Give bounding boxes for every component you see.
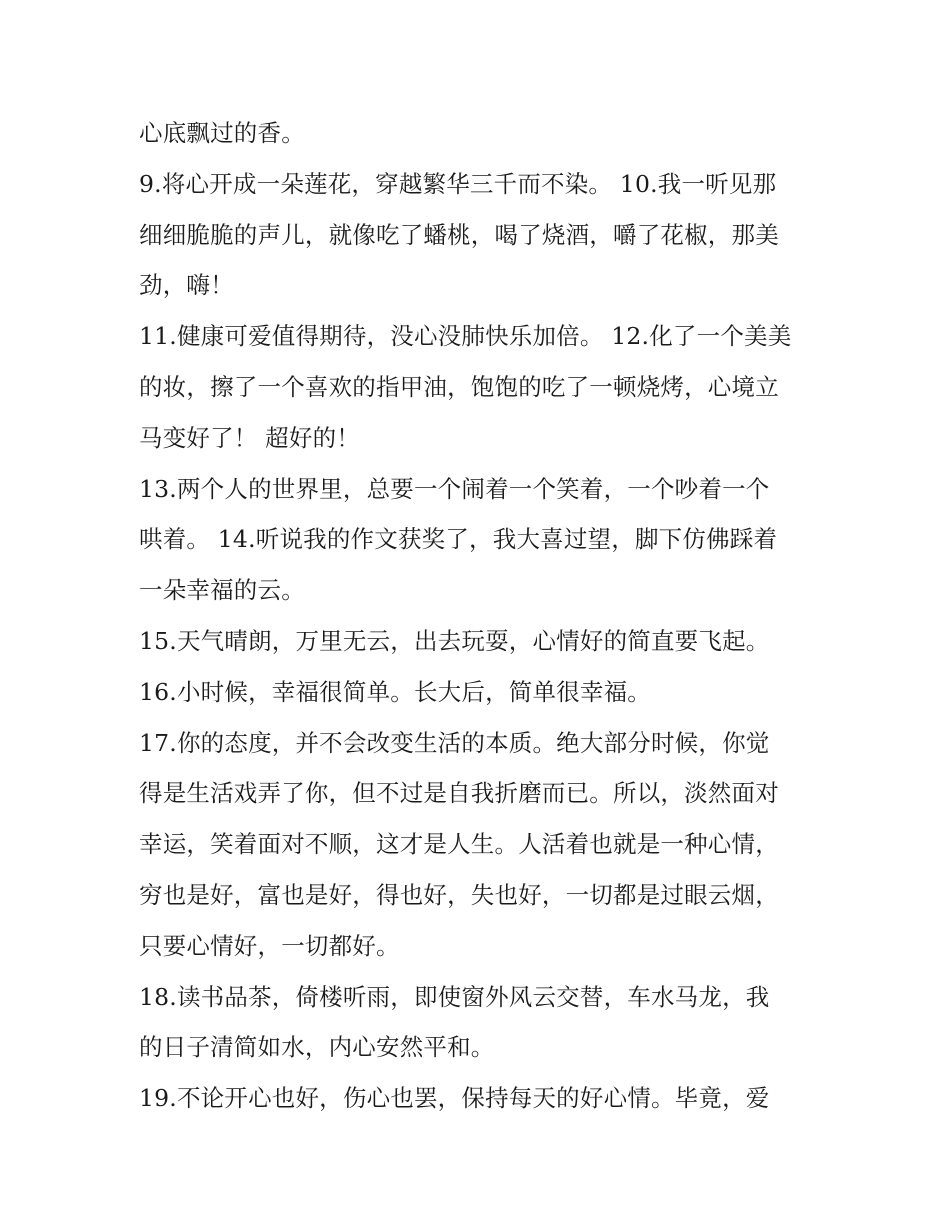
text-line: 心底飘过的香。 <box>139 119 305 147</box>
text-line: 一朵幸福的云。 <box>139 576 305 605</box>
text-line: 的妆，擦了一个喜欢的指甲油，饱饱的吃了一顿烧烤，心境立 <box>139 372 779 401</box>
text-line: 13.两个人的世界里，总要一个闹着一个笑着，一个吵着一个 <box>139 474 770 503</box>
text-line: 9.将心开成一朵莲花，穿越繁华三千而不染。 10.我一听见那 <box>139 169 777 198</box>
text-line: 哄着。 14.听说我的作文获奖了，我大喜过望，脚下仿佛踩着 <box>139 525 778 554</box>
text-line: 的日子清简如水，内心安然平和。 <box>139 1033 495 1062</box>
text-line: 细细脆脆的声儿，就像吃了蟠桃，喝了烧酒，嚼了花椒，那美 <box>139 220 779 249</box>
text-line: 16.小时候，幸福很简单。长大后，简单很幸福。 <box>139 677 651 706</box>
text-line: 得是生活戏弄了你，但不过是自我折磨而已。所以，淡然面对 <box>139 779 779 808</box>
text-line: 11.健康可爱值得期待，没心没肺快乐加倍。 12.化了一个美美 <box>139 322 792 351</box>
text-line: 劲，嗨！ <box>139 271 234 300</box>
text-line: 19.不论开心也好，伤心也罢，保持每天的好心情。毕竟，爱 <box>139 1084 770 1113</box>
text-line: 18.读书品茶，倚楼听雨，即使窗外风云交替，车水马龙，我 <box>139 982 770 1011</box>
text-line: 马变好了！ 超好的！ <box>139 423 360 452</box>
text-line: 穷也是好，富也是好，得也好，失也好，一切都是过眼云烟， <box>139 880 779 909</box>
text-line: 17.你的态度，并不会改变生活的本质。绝大部分时候，你觉 <box>139 728 770 757</box>
text-line: 幸运，笑着面对不顺，这才是人生。人活着也就是一种心情， <box>139 830 779 859</box>
text-line: 15.天气晴朗，万里无云，出去玩耍，心情好的简直要飞起。 <box>139 626 770 655</box>
document-body <box>139 108 829 1124</box>
text-line: 只要心情好，一切都好。 <box>139 931 400 960</box>
